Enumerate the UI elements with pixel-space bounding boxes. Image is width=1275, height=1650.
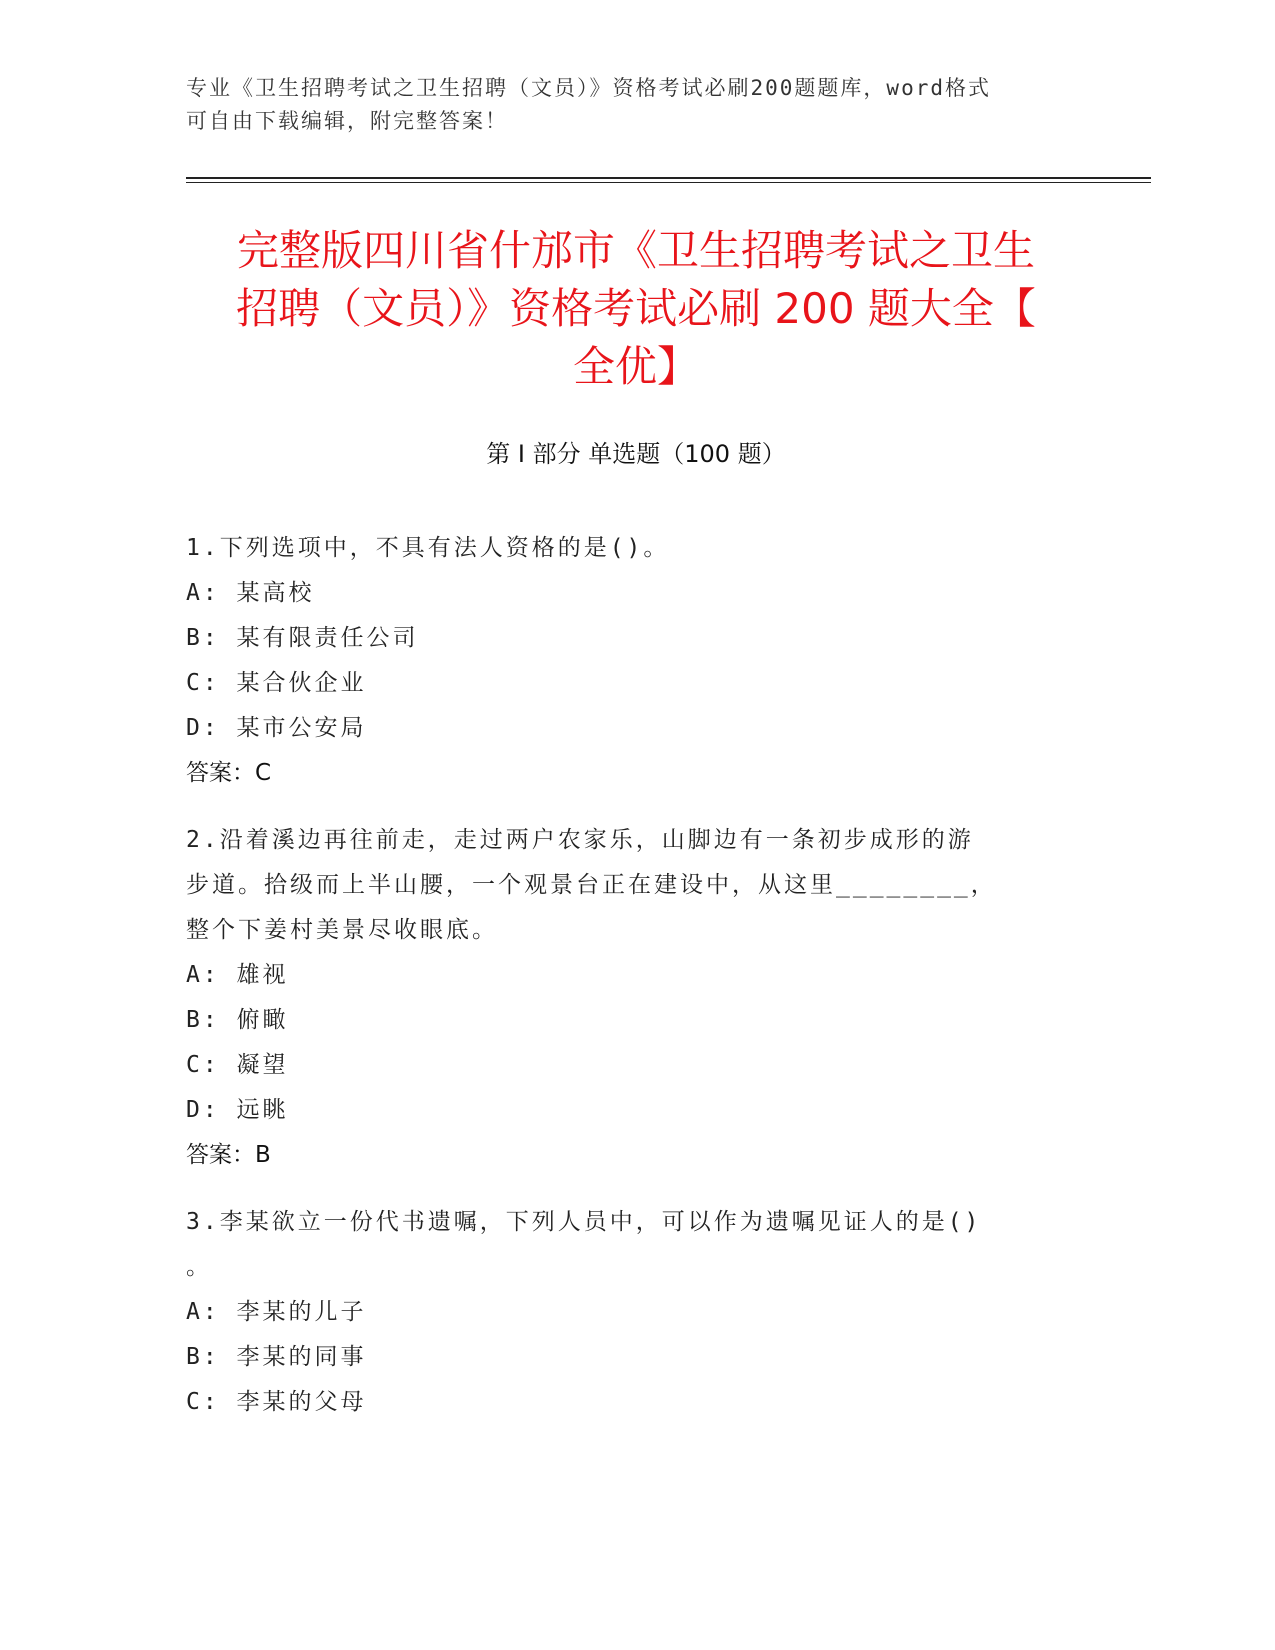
question-stem: 。 — [186, 1254, 212, 1280]
header-divider-thin — [186, 182, 1151, 183]
document-title — [186, 222, 1086, 396]
title-line-3: 全优】 — [572, 342, 699, 391]
option-c: C: 李某的父母 — [186, 1389, 367, 1415]
question-stem: 1.下列选项中，不具有法人资格的是()。 — [186, 535, 670, 561]
question-1 — [186, 526, 1066, 796]
question-stem: 步道。拾级而上半山腰，一个观景台正在建设中，从这里________， — [186, 872, 997, 898]
option-c: C: 凝望 — [186, 1052, 289, 1078]
question-3 — [186, 1200, 1066, 1425]
section-title: 第 I 部分 单选题（100 题） — [486, 440, 786, 468]
header-note-line-1: 专业《卫生招聘考试之卫生招聘（文员）》资格考试必刷200题题库，word格式 — [186, 76, 991, 100]
question-2 — [186, 818, 1066, 1178]
question-stem: 3.李某欲立一份代书遗嘱，下列人员中，可以作为遗嘱见证人的是() — [186, 1209, 982, 1235]
option-b: B: 某有限责任公司 — [186, 625, 419, 651]
question-stem: 整个下姜村美景尽收眼底。 — [186, 917, 498, 943]
title-line-1: 完整版四川省什邡市《卫生招聘考试之卫生 — [236, 226, 1035, 275]
option-d: D: 远眺 — [186, 1097, 289, 1123]
option-b: B: 李某的同事 — [186, 1344, 367, 1370]
answer-label: 答案：B — [186, 1142, 271, 1168]
answer-label: 答案：C — [186, 760, 272, 786]
option-d: D: 某市公安局 — [186, 715, 367, 741]
question-stem: 2.沿着溪边再往前走，走过两户农家乐，山脚边有一条初步成形的游 — [186, 827, 974, 853]
header-divider-thick — [186, 177, 1151, 179]
option-a: A: 李某的儿子 — [186, 1299, 367, 1325]
option-a: A: 某高校 — [186, 580, 315, 606]
document-header-note — [186, 72, 1066, 138]
option-c: C: 某合伙企业 — [186, 670, 367, 696]
option-a: A: 雄视 — [186, 962, 289, 988]
header-note-line-2: 可自由下载编辑，附完整答案！ — [186, 109, 508, 133]
option-b: B: 俯瞰 — [186, 1007, 289, 1033]
question-list — [186, 526, 1066, 1447]
title-line-2: 招聘（文员）》资格考试必刷 200 题大全【 — [236, 284, 1036, 333]
